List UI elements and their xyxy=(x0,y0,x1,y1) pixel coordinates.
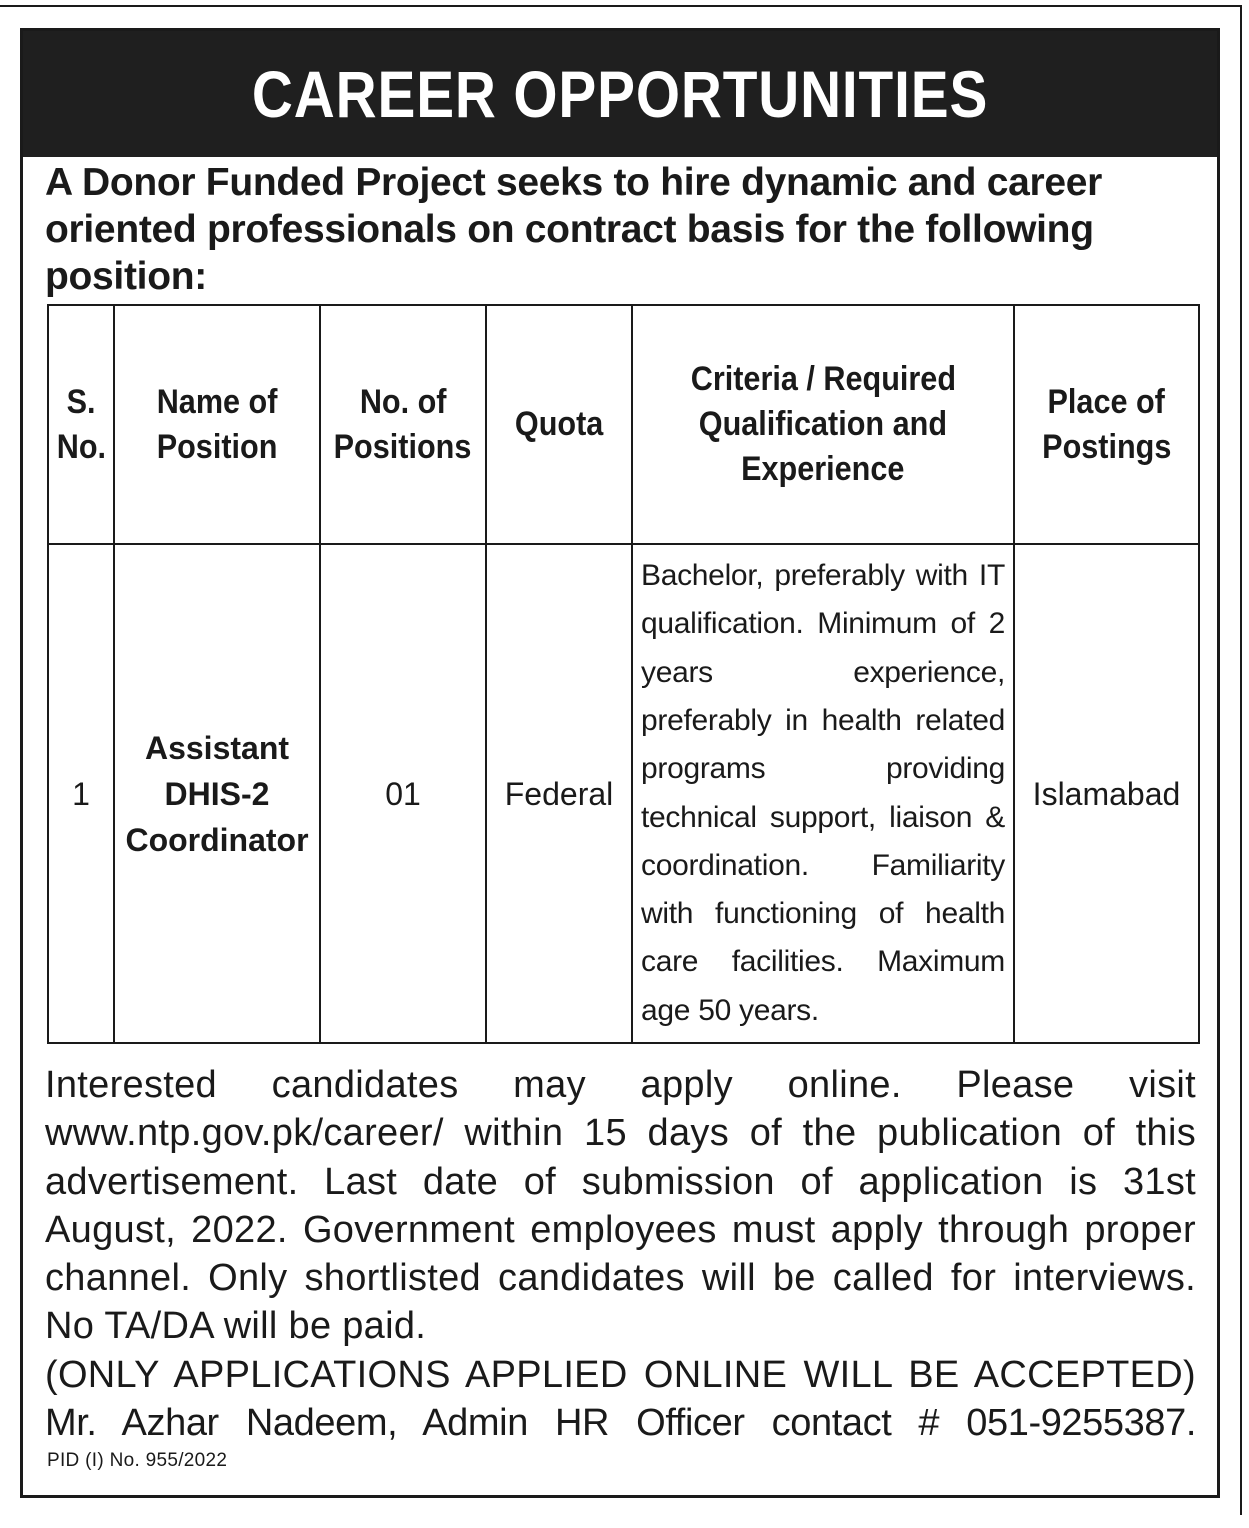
online-only-notice: (ONLY APPLICATIONS APPLIED ONLINE WILL BE ACCEPTED) xyxy=(45,1353,1196,1396)
header-criteria: Criteria / Required Qualification and Experience xyxy=(632,305,1014,544)
application-instructions xyxy=(45,1061,1196,1399)
cell-position-name: Assistant DHIS-2 Coordinator xyxy=(114,544,320,1043)
cell-serial-number: 1 xyxy=(48,544,114,1043)
top-border-rule xyxy=(0,5,1240,7)
career-banner xyxy=(23,31,1217,157)
cell-criteria: Bachelor, preferably with IT qualification. Minimum of 2 years experience, preferably in health related programs providing technical support, liaison & coordination. Familiarity with functioning of health care facilities. Maximum age 50 years. xyxy=(632,544,1014,1043)
instructions-text: Interested candidates may apply online. Please visit www.ntp.gov.pk/career/ within 15 days of the publication of this advertisement. Last date of submission of application is 31st August, 2022. Government employees must apply through proper channel. Only shortlisted candidates will be called for interviews. No TA/DA will be paid. xyxy=(45,1064,1196,1348)
header-quota: Quota xyxy=(486,305,632,544)
cell-place-of-posting: Islamabad xyxy=(1014,544,1199,1043)
contact-line: Mr. Azhar Nadeem, Admin HR Officer contact # 051-9255387. xyxy=(45,1402,1196,1444)
advertisement-frame xyxy=(20,28,1220,1498)
intro-paragraph: A Donor Funded Project seeks to hire dynamic and career oriented professionals on contract basis for the following position: xyxy=(45,161,1103,298)
cell-quota: Federal xyxy=(486,544,632,1043)
positions-table xyxy=(47,304,1200,1044)
right-border-rule xyxy=(1240,5,1242,1515)
header-place-of-posting: Place of Postings xyxy=(1014,305,1199,544)
header-position-name: Name of Position xyxy=(114,305,320,544)
pid-number: PID (I) No. 955/2022 xyxy=(47,1450,228,1471)
banner-title: CAREER OPPORTUNITIES xyxy=(251,57,989,131)
table-header-row xyxy=(48,305,1199,544)
header-serial-number: S. No. xyxy=(48,305,114,544)
table-row xyxy=(48,544,1199,1043)
header-position-count: No. of Positions xyxy=(320,305,486,544)
cell-position-count: 01 xyxy=(320,544,486,1043)
